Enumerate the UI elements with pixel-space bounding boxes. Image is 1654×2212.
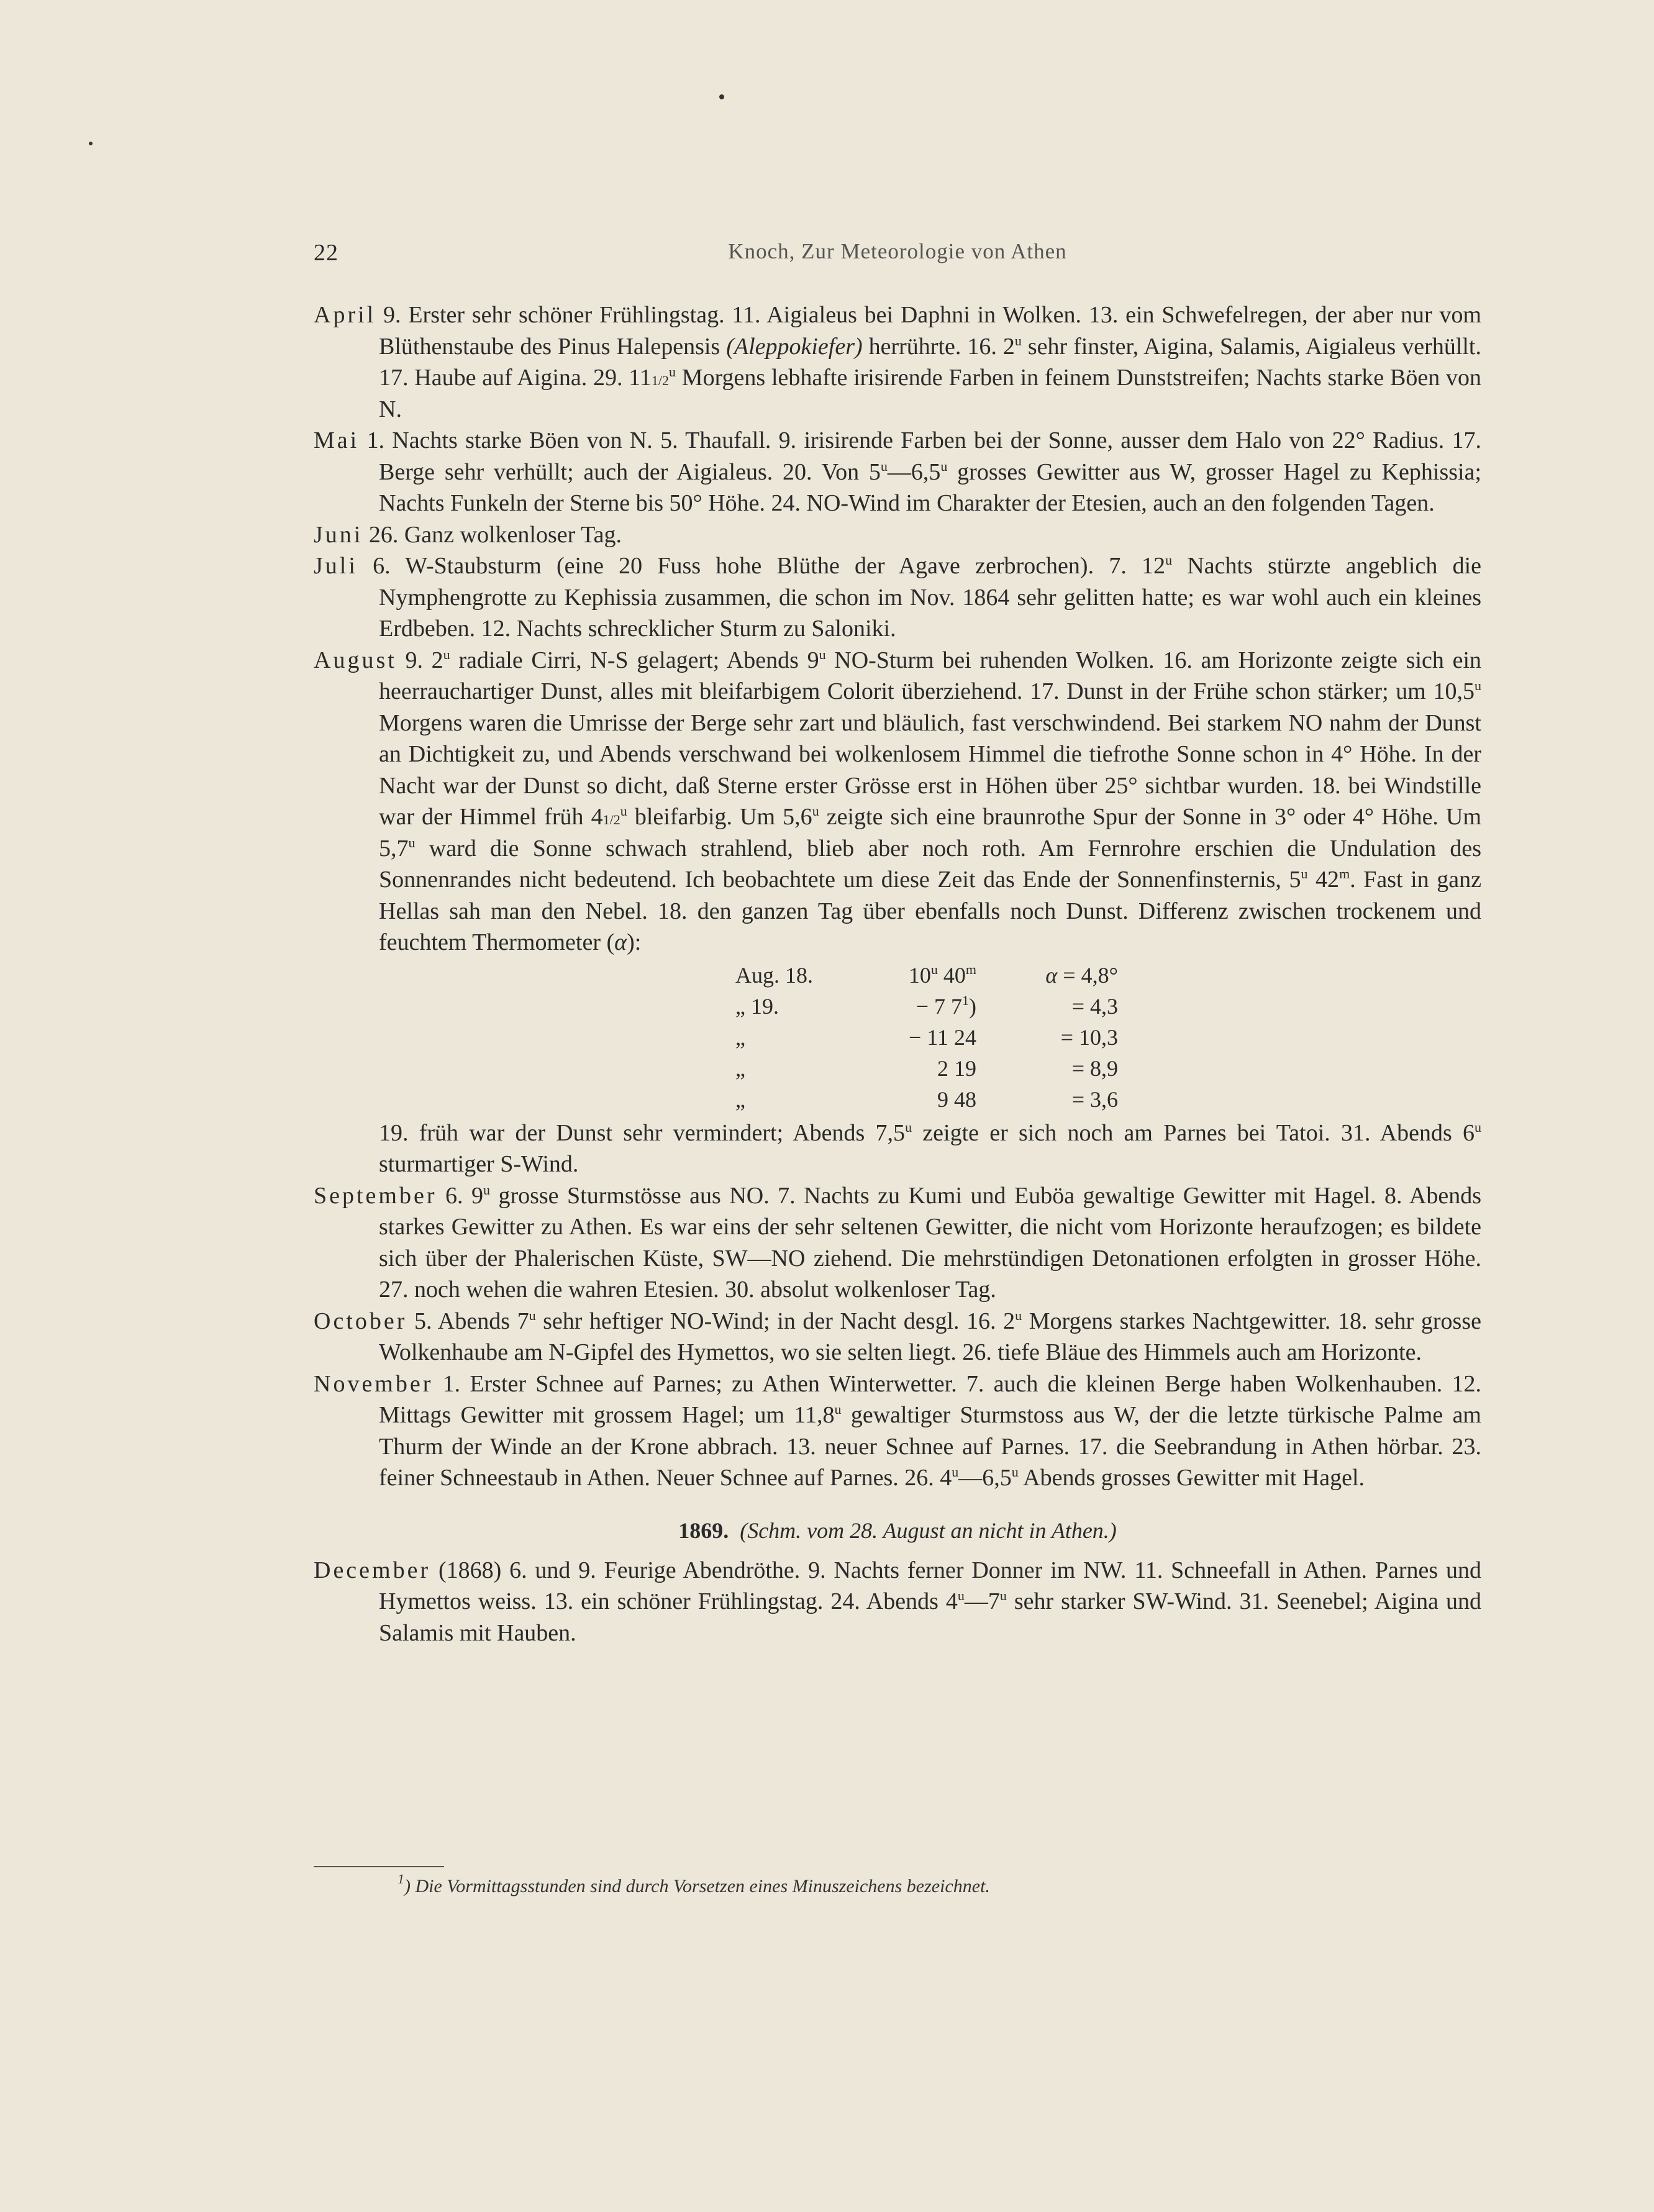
table-row [727, 1022, 1127, 1053]
value-cell: = 8,9 [1071, 1055, 1118, 1081]
entries-1869 [314, 1555, 1481, 1649]
entry-text: 1. Erster Schnee auf Parnes; zu Athen Winterwetter. 7. auch die kleinen Berge haben Wolkenhauben. 12. Mittags Gewitter mit grossem Hagel; um 11,8$^u$ gewaltiger Sturmstoss aus W, der die letzte türkische Palme am Thurm der Winde an der Krone abbrach. 13. neuer Schnee auf Parnes. 17. die Seebrandung in Athen hörbar. 23. feiner Schneestaub in Athen. Neuer Schnee auf Parnes. 26. 4$^u$—6,5$^u$ Abends grosses Gewitter mit Hagel. [379, 1370, 1481, 1491]
footnote: $^1$) Die Vormittagsstunden sind durch Vorsetzen eines Minuszeichens bezeichnet. [398, 1871, 990, 1896]
chronicle-body [314, 299, 1481, 1649]
entry-text: 5. Abends 7$^u$ sehr heftiger NO-Wind; in der Nacht desgl. 16. 2$^u$ Morgens starkes Nachtgewitter. 18. sehr grosse Wolkenhaube am N-Gipfel des Hymettos, wo sie selten liegt. 26. tiefe Bläue des Himmels auch am Horizonte. [379, 1307, 1481, 1365]
date-cell: Aug. 18. [735, 962, 813, 988]
entry-december [314, 1555, 1481, 1649]
entry-text: 6. W-Staubsturm (eine 20 Fuss hohe Blüthe der Agave zerbrochen). 7. 12$^u$ Nachts stürzte angeblich die Nymphengrotte zu Kephissia zusammen, die schon im Nov. 1864 sehr gelitten hatte; es war wohl auch ein kleines Erdbeben. 12. Nachts schrecklicher Sturm zu Saloniki. [357, 552, 1481, 642]
month-label: November [314, 1370, 434, 1397]
thermometer-table [727, 960, 1127, 1115]
entries-1868 [314, 299, 1481, 1494]
page-number: 22 [314, 240, 339, 266]
running-header [314, 239, 1481, 270]
running-title: Knoch, Zur Meteorologie von Athen [728, 239, 1067, 263]
year-label: 1869. [678, 1518, 729, 1543]
month-label: Juni [314, 521, 363, 548]
value-cell: = 10,3 [1060, 1024, 1118, 1050]
value-cell: α = 4,8° [1045, 962, 1118, 988]
entry-continuation: 19. früh war der Dunst sehr vermindert; Abends 7,5$^u$ zeigte er sich noch am Parnes bei Tatoi. 31. Abends 6$^u$ sturmartiger S-Wind. [379, 1119, 1481, 1177]
time-cell: 2 19 [937, 1055, 976, 1081]
entry-juni [314, 519, 1481, 551]
value-cell: = 3,6 [1071, 1086, 1118, 1112]
month-label: December [314, 1557, 431, 1583]
entry-mai [314, 425, 1481, 519]
entry-text: (1868) 6. und 9. Feurige Abendröthe. 9. Nachts ferner Donner im NW. 11. Schneefall in Athen. Parnes und Hymettos weiss. 13. ein schöner Frühlingstag. 24. Abends 4$^u$—7$^u$ sehr starker SW-Wind. 31. Seenebel; Aigina und Salamis mit Hauben. [379, 1557, 1481, 1646]
month-label: April [314, 302, 376, 328]
entry-text: 9. 2$^u$ radiale Cirri, N-S gelagert; Abends 9$^u$ NO-Sturm bei ruhenden Wolken. 16. am Horizonte zeigte sich ein heerrauchartiger Dunst, alles mit bleifarbigem Colorit überziehend. 17. Dunst in der Frühe schon stärker; um 10,5$^u$ Morgens waren die Umrisse der Berge sehr zart und bläulich, fast verschwindend. Bei starkem NO nahm der Dunst an Dichtigkeit zu, und Abends verschwand bei wolkenlosem Himmel die tiefrothe Sonne schon in 4° Höhe. In der Nacht war der Dunst so dicht, daß Sterne erster Grösse erst in Höhen über 25° sichtbar wurden. 18. bei Windstille war der Himmel früh 41/2$^u$ bleifarbig. Um 5,6$^u$ zeigte sich eine braunrothe Spur der Sonne in 3° oder 4° Höhe. Um 5,7$^u$ ward die Sonne schwach strahlend, blieb aber noch roth. Am Fernrohre erschien die Undulation des Sonnenrandes nicht bedeutend. Ich beobachtete um diese Zeit das Ende der Sonnenfinsternis, 5$^u$ 42$^m$. Fast in ganz Hellas sah man den Nebel. 18. den ganzen Tag über ebenfalls noch Dunst. Differenz zwischen trockenem und feuchtem Thermometer (α): [379, 646, 1482, 955]
entry-juli [314, 550, 1481, 645]
month-label: August [314, 647, 397, 673]
time-cell: 10$^u$ 40$^m$ [908, 961, 976, 988]
entry-october [314, 1306, 1481, 1368]
entry-text: 1. Nachts starke Böen von N. 5. Thaufall. 9. irisirende Farben bei der Sonne, ausser dem Halo von 22° Radius. 17. Berge sehr verhüllt; auch der Aigialeus. 20. Von 5$^u$—6,5$^u$ grosses Gewitter aus W, grosser Hagel zu Kephissia; Nachts Funkeln der Sterne bis 50° Höhe. 24. NO-Wind im Charakter der Etesien, auch an den folgenden Tagen. [359, 427, 1481, 516]
month-label: October [314, 1308, 407, 1334]
time-cell: − 7 $7^1$) [916, 992, 976, 1019]
time-cell: − 11 24 [909, 1024, 976, 1050]
entry-september [314, 1180, 1481, 1306]
value-cell: = 4,3 [1071, 993, 1118, 1019]
date-cell: „ 19. [735, 993, 779, 1019]
table-row [727, 960, 1127, 991]
entry-august [314, 645, 1481, 958]
print-mark [89, 142, 93, 145]
entry-text: 26. Ganz wolkenloser Tag. [363, 521, 622, 548]
table-row [727, 991, 1127, 1022]
footnote-rule [314, 1866, 444, 1867]
entry-text: 6. 9$^u$ grosse Sturmstösse aus NO. 7. Nachts zu Kumi und Euböa gewaltige Gewitter mit Hagel. 8. Abends starkes Gewitter zu Athen. Es war eins der sehr seltenen Gewitter, die nicht vom Horizonte heraufzogen; es bildete sich über der Phalerischen Küste, SW—NO ziehend. Die mehrstündigen Detonationen erfolgten in grosser Höhe. 27. noch wehen die wahren Etesien. 30. absolut wolkenloser Tag. [379, 1181, 1481, 1303]
date-cell: „ [735, 1024, 745, 1050]
year-note: (Schm. vom 28. August an nicht in Athen.) [740, 1518, 1117, 1543]
date-cell: „ [735, 1086, 745, 1112]
print-mark [719, 94, 724, 99]
month-label: Mai [314, 427, 360, 453]
entry-november [314, 1368, 1481, 1494]
month-label: September [314, 1182, 437, 1209]
entry-text: 9. Erster sehr schöner Frühlingstag. 11. Aigialeus bei Daphni in Wolken. 13. ein Schwefelregen, der aber nur vom Blüthenstaube des Pinus Halepensis (Aleppokiefer) herrührte. 16. 2$^u$ sehr finster, Aigina, Salamis, Aigialeus verhüllt. 17. Haube auf Aigina. 29. 111/2$^u$ Morgens lebhafte irisirende Farben in feinem Dunststreifen; Nachts starke Böen von N. [376, 302, 1481, 422]
year-heading [314, 1515, 1481, 1546]
entry-april [314, 299, 1481, 425]
date-cell: „ [735, 1055, 745, 1081]
table-row [727, 1084, 1127, 1115]
time-cell: 9 48 [937, 1086, 976, 1112]
month-label: Juli [314, 553, 358, 579]
table-row [727, 1053, 1127, 1084]
